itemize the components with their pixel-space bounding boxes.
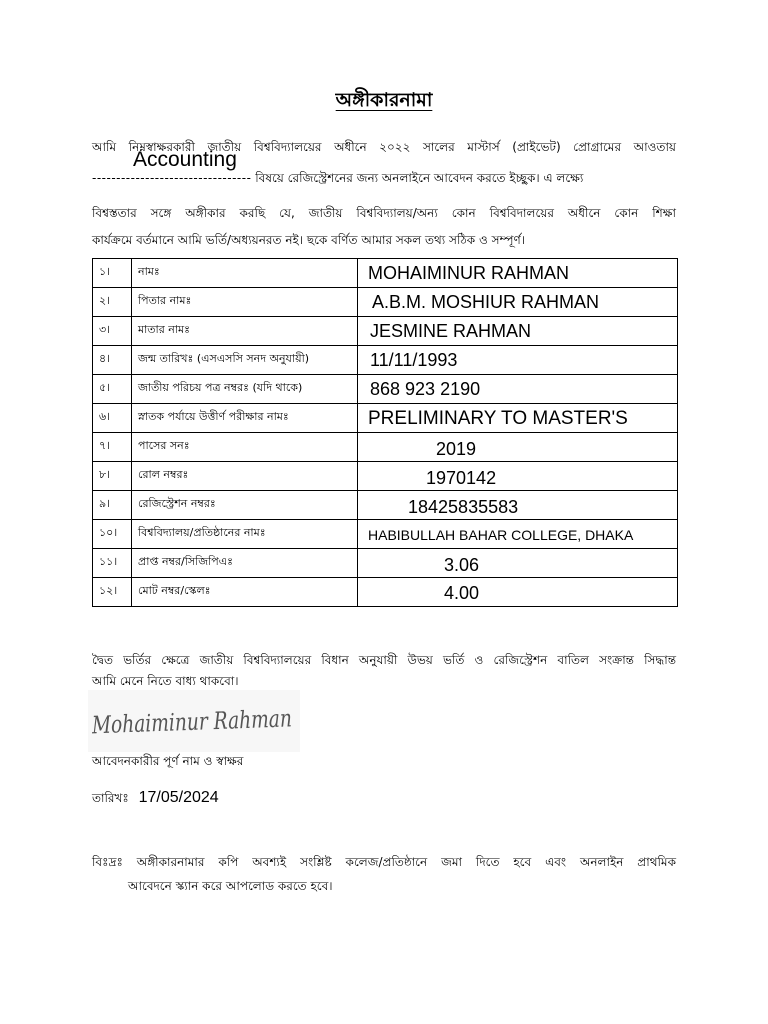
date-line	[92, 789, 219, 810]
row-value: 11/11/1993	[358, 346, 678, 375]
subject-blank-dashes: ---------------------------------	[92, 171, 252, 185]
row-value: 18425835583	[358, 491, 678, 520]
date-label: তারিখঃ	[92, 791, 129, 805]
row-label: পাসের সনঃ	[132, 433, 358, 462]
row-number: ৩।	[93, 317, 132, 346]
row-number: ৬।	[93, 404, 132, 433]
page-title: অঙ্গীকারনামা	[335, 89, 433, 111]
declaration-line-1: আমি নিম্নস্বাক্ষরকারী জাতীয় বিশ্ববিদ্যালয়ের অধীনে ২০২২ সালের মাস্টার্স (প্রাইভেট) প্রোগ্রামের আওতায়	[92, 140, 676, 154]
row-number: ২।	[93, 288, 132, 317]
row-value: A.B.M. MOSHIUR RAHMAN	[358, 288, 678, 317]
row-number: ৯।	[93, 491, 132, 520]
declaration-line-4: কার্যক্রমে বর্তমানে আমি ভর্তি/অধ্যয়নরত নই। ছকে বর্ণিত আমার সকল তথ্য সঠিক ও সম্পূর্ণ।	[92, 233, 526, 247]
row-value: 868 923 2190	[358, 375, 678, 404]
table-row	[93, 491, 678, 520]
row-label: জন্ম তারিখঃ (এসএসসি সনদ অনুযায়ী)	[132, 346, 358, 375]
row-label: মাতার নামঃ	[132, 317, 358, 346]
table-row	[93, 375, 678, 404]
row-number: ৮।	[93, 462, 132, 491]
warning-line-1: দ্বৈত ভর্তির ক্ষেত্রে জাতীয় বিশ্ববিদ্যালয়ের বিধান অনুযায়ী উভয় ভর্তি ও রেজিস্ট্রেশন বাতিল সংক্রান্ত সিদ্ধান্ত	[92, 653, 676, 667]
date-value: 17/05/2024	[138, 789, 219, 806]
table-row	[93, 549, 678, 578]
row-value: MOHAIMINUR RAHMAN	[358, 259, 678, 288]
row-label: পিতার নামঃ	[132, 288, 358, 317]
row-label: স্নাতক পর্যায়ে উত্তীর্ণ পরীক্ষার নামঃ	[132, 404, 358, 433]
table-row	[93, 288, 678, 317]
signature-image	[88, 690, 351, 752]
row-label: বিশ্ববিদ্যালয়/প্রতিষ্ঠানের নামঃ	[132, 520, 358, 549]
declaration-line-3: বিশ্বস্ততার সঙ্গে অঙ্গীকার করছি যে, জাতীয় বিশ্ববিদ্যালয়/অন্য কোন বিশ্ববিদালয়ের অধীনে কোন শিক্ষা	[92, 206, 676, 220]
declaration-line-2-text: বিষয়ে রেজিস্ট্রেশনের জন্য অনলাইনে আবেদন করতে ইচ্ছুক। এ লক্ষ্যে	[255, 171, 584, 185]
table-row	[93, 578, 678, 607]
table-row	[93, 404, 678, 433]
row-number: ৪।	[93, 346, 132, 375]
row-number: ১০।	[93, 520, 132, 549]
info-table	[92, 258, 678, 607]
row-number: ১।	[93, 259, 132, 288]
row-label: নামঃ	[132, 259, 358, 288]
signature-drawing	[88, 690, 351, 752]
row-value: 4.00	[358, 578, 678, 607]
note-line-1: বিঃদ্রঃ অঙ্গীকারনামার কপি অবশ্যই সংশ্লিষ্ট কলেজ/প্রতিষ্ঠানে জমা দিতে হবে এবং অনলাইন প্রাথমিক	[92, 855, 676, 869]
svg-text:Mohaiminur Rahman: Mohaiminur Rahman	[91, 702, 351, 740]
note-line-2: আবেদনে স্ক্যান করে আপলোড করতে হবে।	[128, 879, 333, 893]
row-value: 3.06	[358, 549, 678, 578]
row-number: ১১।	[93, 549, 132, 578]
table-row	[93, 433, 678, 462]
row-label: প্রাপ্ত নম্বর/সিজিপিএঃ	[132, 549, 358, 578]
warning-line-2: আমি মেনে নিতে বাধ্য থাকবো।	[92, 674, 239, 688]
table-row	[93, 259, 678, 288]
table-row	[93, 462, 678, 491]
row-label: রেজিস্ট্রেশন নম্বরঃ	[132, 491, 358, 520]
table-row	[93, 346, 678, 375]
row-label: রোল নম্বরঃ	[132, 462, 358, 491]
row-number: ১২।	[93, 578, 132, 607]
row-value: HABIBULLAH BAHAR COLLEGE, DHAKA	[358, 520, 678, 549]
row-value: JESMINE RAHMAN	[358, 317, 678, 346]
table-row	[93, 520, 678, 549]
row-label: মোট নম্বর/স্কেলঃ	[132, 578, 358, 607]
row-number: ৭।	[93, 433, 132, 462]
row-value: PRELIMINARY TO MASTER'S	[358, 404, 678, 433]
row-value: 2019	[358, 433, 678, 462]
subject-value: Accounting	[133, 148, 237, 171]
signature-caption: আবেদনকারীর পূর্ণ নাম ও স্বাক্ষর	[92, 754, 244, 768]
row-number: ৫।	[93, 375, 132, 404]
row-label: জাতীয় পরিচয় পত্র নম্বরঃ (যদি থাকে)	[132, 375, 358, 404]
table-row	[93, 317, 678, 346]
row-value: 1970142	[358, 462, 678, 491]
declaration-line-2	[92, 170, 676, 190]
